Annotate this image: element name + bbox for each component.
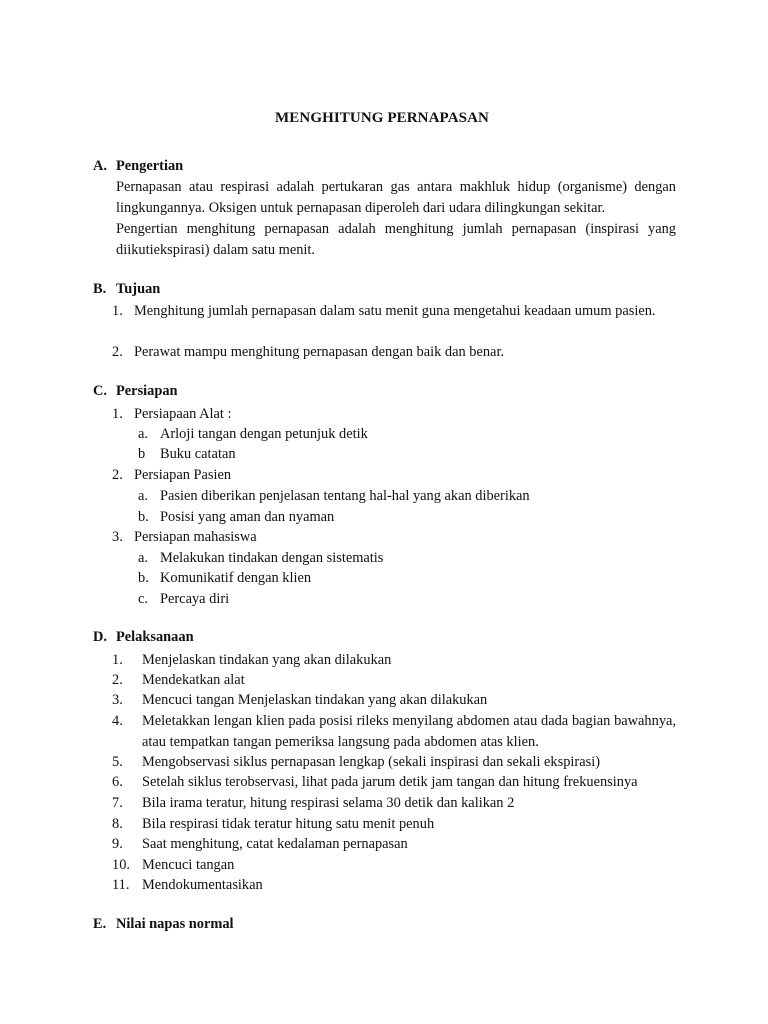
sub-list-text: Melakukan tindakan dengan sistematis — [160, 550, 384, 566]
section-e-heading — [93, 916, 234, 933]
list-number: 11. — [112, 877, 130, 893]
list-number: 8. — [112, 816, 123, 832]
section-c-letter: C. — [93, 383, 107, 399]
list-item-text: Mendekatkan alat — [142, 672, 245, 688]
sub-list-letter: a. — [138, 550, 148, 566]
sub-list-letter: a. — [138, 426, 148, 442]
section-c-heading — [93, 383, 178, 400]
list-item-text: Bila irama teratur, hitung respirasi selama 30 detik dan kalikan 2 — [142, 795, 515, 811]
sub-list-letter: c. — [138, 591, 148, 607]
list-item-text: Mencuci tangan — [142, 857, 235, 873]
sub-list-text: Pasien diberikan penjelasan tentang hal-hal yang akan diberikan — [160, 488, 530, 504]
section-a-title: Pengertian — [116, 158, 184, 174]
section-e-title: Nilai napas normal — [116, 916, 234, 932]
list-item-text: Menjelaskan tindakan yang akan dilakukan — [142, 652, 392, 668]
section-a-letter: A. — [93, 158, 107, 174]
list-item-text: Persiapaan Alat : — [134, 406, 232, 422]
section-a-paragraph-2: Pengertian menghitung pernapasan adalah menghitung jumlah pernapasan (inspirasi yang diikutiekspirasi) dalam satu menit. — [116, 221, 676, 258]
section-c-title: Persiapan — [116, 383, 178, 399]
list-number: 1. — [112, 652, 123, 668]
section-d-letter: D. — [93, 629, 107, 645]
section-a-paragraph-1: Pernapasan atau respirasi adalah pertukaran gas antara makhluk hidup (organisme) dengan lingkungannya. Oksigen untuk pernapasan diperoleh dari udara dilingkungan sekitar. — [116, 179, 676, 216]
list-number: 6. — [112, 774, 123, 790]
sub-list-text: Percaya diri — [160, 591, 230, 607]
section-b-heading — [93, 281, 160, 298]
list-item-text: Menghitung jumlah pernapasan dalam satu menit guna mengetahui keadaan umum pasien. — [134, 303, 656, 319]
sub-list-letter: a. — [138, 488, 148, 504]
sub-list-text: Buku catatan — [160, 446, 236, 462]
list-number: 2. — [112, 467, 123, 483]
section-e-letter: E. — [93, 916, 107, 932]
sub-list-text: Posisi yang aman dan nyaman — [160, 509, 335, 525]
list-item-text: Persiapan mahasiswa — [134, 529, 257, 545]
list-number: 9. — [112, 836, 123, 852]
list-number: 4. — [112, 713, 123, 729]
list-number: 3. — [112, 692, 123, 708]
sub-list-letter: b — [138, 446, 146, 462]
list-item-text: Setelah siklus terobservasi, lihat pada jarum detik jam tangan dan hitung frekuensinya — [142, 774, 638, 790]
sub-list-letter: b. — [138, 509, 149, 525]
list-item-text: Mendokumentasikan — [142, 877, 263, 893]
list-item-text: Saat menghitung, catat kedalaman pernapasan — [142, 836, 408, 852]
section-b-title: Tujuan — [116, 281, 161, 297]
list-item-text: Persiapan Pasien — [134, 467, 232, 483]
section-d-title: Pelaksanaan — [116, 629, 194, 645]
list-number: 10. — [112, 857, 130, 873]
page-title: MENGHITUNG PERNAPASAN — [275, 110, 489, 126]
sub-list-text: Arloji tangan dengan petunjuk detik — [160, 426, 368, 442]
list-number: 1. — [112, 406, 123, 422]
sub-list-text: Komunikatif dengan klien — [160, 570, 312, 586]
section-a-heading — [93, 158, 183, 175]
list-item-text: Meletakkan lengan klien pada posisi rileks menyilang abdomen atau dada bagian bawahnya, atau tempatkan tangan pemeriksa langsung pada abdomen atas klien. — [142, 713, 676, 750]
list-number: 2. — [112, 672, 123, 688]
list-item-text: Mengobservasi siklus pernapasan lengkap (sekali inspirasi dan sekali ekspirasi) — [142, 754, 600, 770]
list-number: 7. — [112, 795, 123, 811]
list-item-text: Perawat mampu menghitung pernapasan dengan baik dan benar. — [134, 344, 505, 360]
list-number: 5. — [112, 754, 123, 770]
section-d-heading — [93, 629, 194, 646]
list-item-text: Mencuci tangan Menjelaskan tindakan yang akan dilakukan — [142, 692, 488, 708]
section-b-letter: B. — [93, 281, 107, 297]
list-number: 1. — [112, 303, 123, 319]
list-number: 2. — [112, 344, 123, 360]
list-number: 3. — [112, 529, 123, 545]
list-item-text: Bila respirasi tidak teratur hitung satu menit penuh — [142, 816, 435, 832]
sub-list-letter: b. — [138, 570, 149, 586]
